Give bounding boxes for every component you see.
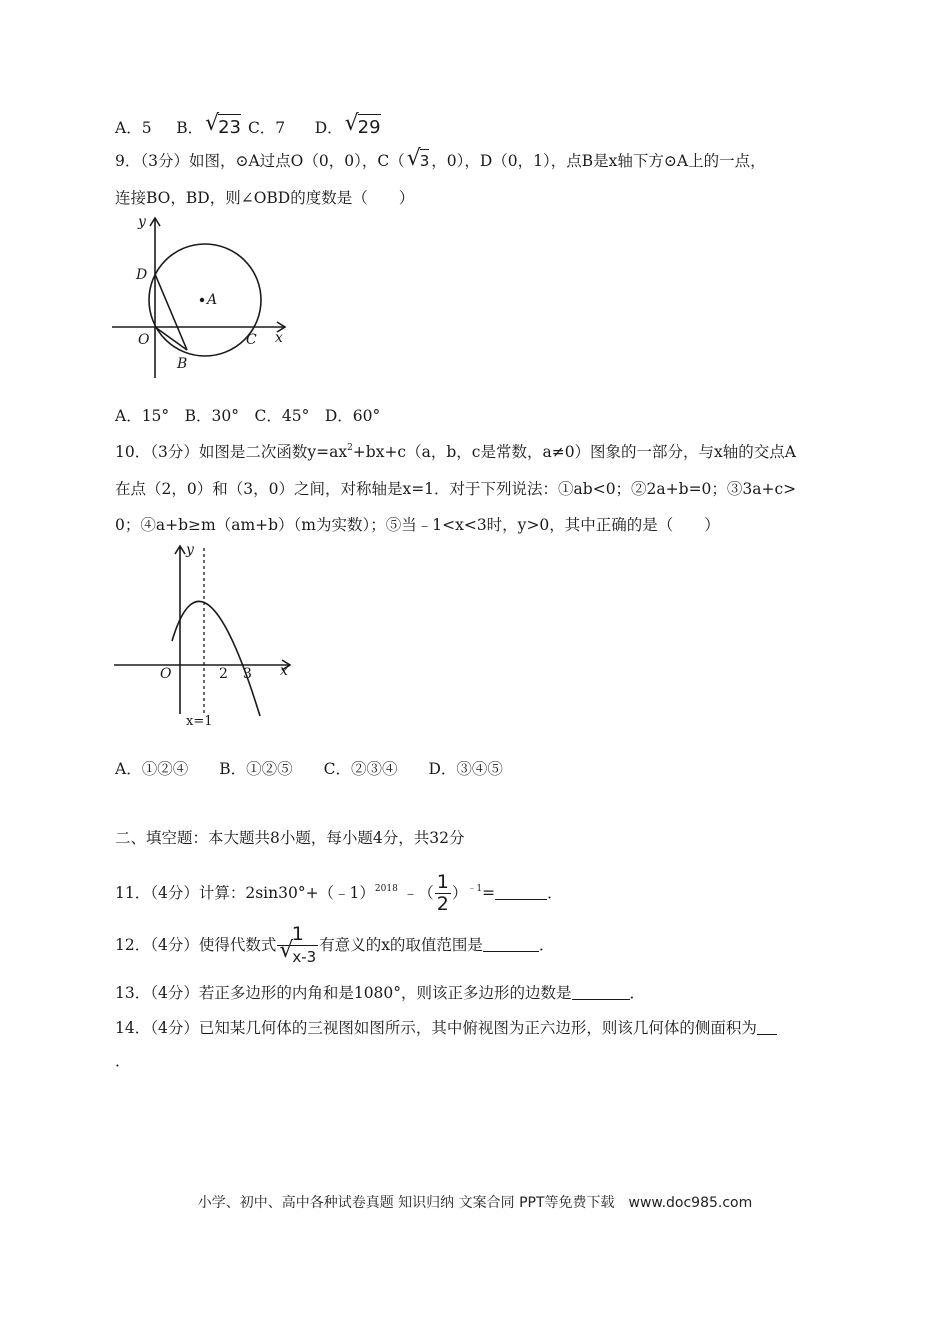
q12-answer-blank[interactable] xyxy=(483,937,539,952)
q8-option-d-label: D． xyxy=(314,119,343,137)
q11-fraction: $\frac{1}{2}$ xyxy=(436,871,449,915)
q14-line2: ． xyxy=(115,1052,131,1070)
q9-options: A．15° B．30° C．45° D．60° xyxy=(115,407,381,425)
q9-circle-figure xyxy=(110,212,300,382)
q14-answer-blank[interactable] xyxy=(757,1020,777,1035)
q9-line2: 连接BO，BD，则∠OBD的度数是（ ） xyxy=(115,189,415,207)
sqrt-x-3: √ x-3 xyxy=(279,937,317,966)
fig10-label-x: x xyxy=(280,663,288,679)
fig10-label-axis: x=1 xyxy=(186,714,213,728)
fig9-label-O: O xyxy=(138,332,150,348)
q10-line3: 0；④a+b≥m（am+b）（m为实数）；⑤当﹣1<x<3时，y>0，其中正确的是（ ） xyxy=(115,516,720,534)
q8-option-b-label: B． xyxy=(176,119,204,137)
sqrt-29: √ 29 xyxy=(344,111,381,138)
q8-option-a: A．5 xyxy=(115,119,152,137)
q10-line2: 在点（2，0）和（3，0）之间，对称轴是x=1．对于下列说法：①ab<0；②2a+b=0；③3a+c> xyxy=(115,480,797,498)
q13: 13．（4分）若正多边形的内角和是1080°，则该正多边形的边数是 ． xyxy=(115,984,646,1002)
q8-option-c: C．7 xyxy=(247,119,286,137)
fig9-label-C: C xyxy=(246,332,257,348)
q10-line1: 10．（3分）如图是二次函数$y=ax^2+bx+c(a$，b，c是常数，a≠0）图象的一部分，与x轴的交点A xyxy=(115,443,796,461)
sqrt-3: √ 3 xyxy=(406,146,430,171)
q10-parabola-figure xyxy=(110,538,300,728)
q10-options: A．①②④ B．①②⑤ C．②③④ D．③④⑤ xyxy=(115,760,503,778)
q11-answer-blank[interactable] xyxy=(495,885,547,900)
fig9-label-x: x xyxy=(275,330,283,346)
fig9-label-y: y xyxy=(138,214,146,230)
fig9-label-A: A xyxy=(207,292,218,308)
fig10-label-2: 2 xyxy=(219,666,228,682)
fig10-label-O: O xyxy=(160,666,172,682)
fig9-label-B: B xyxy=(177,356,188,372)
sqrt-23: √ 23 xyxy=(205,111,241,138)
footer-banner: 小学、初中、高中各种试卷真题 知识归纳 文案合同 PPT等免费下载 www.doc985.com xyxy=(197,1195,753,1211)
q11: 11．（4分）计算：2sin30°+（﹣1）$^{2018}$ ﹣（ $\frac{1}{2}$ ）$^{﹣1}$= ． xyxy=(115,871,563,915)
section-2-heading: 二、填空题：本大题共8小题，每小题4分，共32分 xyxy=(115,829,465,847)
q8-options xyxy=(115,111,383,138)
fig10-label-3: 3 xyxy=(243,666,252,682)
q13-answer-blank[interactable] xyxy=(572,985,630,1000)
q9-line1: 9．（3分）如图，⊙A过点O（0，0），C（ √ 3 ，0），D（0，1），点B是x轴下方⊙A上的一点， xyxy=(115,146,766,171)
q12: 12．（4分）使得代数式 1 √ x-3 有意义的x的取值范围是 ． xyxy=(115,923,555,966)
q14-line1: 14．（4分）已知某几何体的三视图如图所示，其中俯视图为正六边形，则该几何体的侧面积为 xyxy=(115,1020,777,1037)
fig10-label-y: y xyxy=(186,542,194,558)
q12-fraction: 1 √ x-3 xyxy=(279,923,317,966)
fig9-label-D: D xyxy=(136,267,148,283)
